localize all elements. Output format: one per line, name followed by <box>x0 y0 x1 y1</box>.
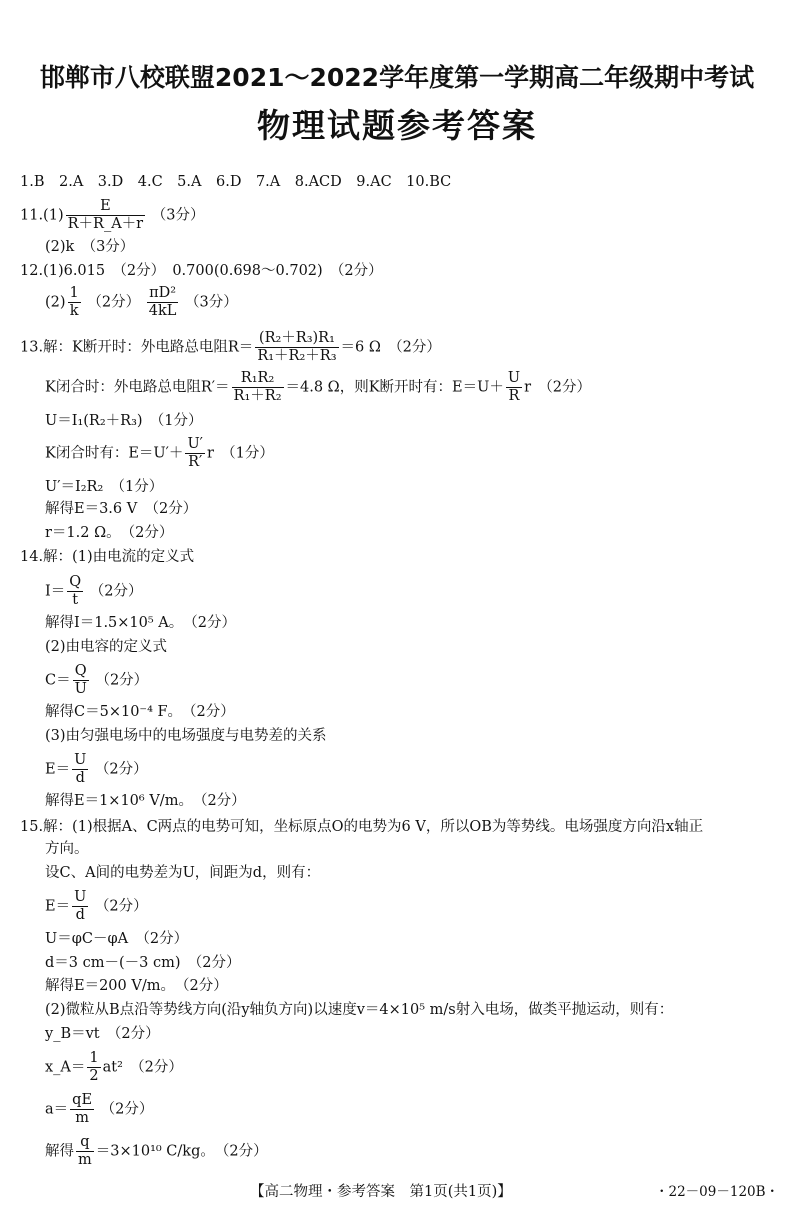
q12-part2 <box>45 285 238 320</box>
fraction <box>506 370 522 405</box>
q15-line9: y_B＝vt （2分） <box>45 1026 160 1042</box>
q13-line6: 解得E＝3.6 V （2分） <box>45 501 198 517</box>
q15-line6: d＝3 cm－(－3 cm) （2分） <box>45 955 241 971</box>
score: （2分） <box>89 583 143 600</box>
text: a＝ <box>45 1101 69 1118</box>
fraction-num: E <box>66 198 146 216</box>
fraction-num: U <box>74 752 87 768</box>
q11-prefix: 11.(1) <box>20 207 64 224</box>
fraction-den: k <box>69 303 79 319</box>
fraction <box>72 752 88 787</box>
fraction-num: (R₂＋R₃)R₁ <box>255 330 338 348</box>
text: K闭合时有：E＝U′＋ <box>45 445 184 462</box>
text: 解得 <box>45 1143 74 1160</box>
text: ＝3×10¹⁰ C/kg。 （2分） <box>95 1143 268 1160</box>
fraction-num: 1 <box>69 285 79 301</box>
fraction-den: R′ <box>188 454 203 470</box>
q13-line3: U＝I₁(R₂＋R₃) （1分） <box>45 413 203 429</box>
fraction <box>255 330 338 365</box>
fraction <box>70 1092 94 1127</box>
score: （2分） <box>94 898 148 915</box>
fraction-den: R＋R_A＋r <box>67 216 144 232</box>
page-footer: 【高二物理・参考答案 第1页(共1页)】 <box>250 1184 512 1200</box>
fraction <box>67 574 83 609</box>
fraction-den: R₁＋R₂＋R₃ <box>257 348 337 364</box>
fraction-num: U <box>507 370 521 386</box>
text: I＝ <box>45 583 66 600</box>
text: C＝ <box>45 672 71 689</box>
fraction <box>73 663 89 698</box>
q15-line11 <box>45 1092 153 1127</box>
fraction-num: πD² <box>147 285 179 303</box>
fraction-den: t <box>72 592 79 608</box>
fraction <box>232 370 284 405</box>
text: ＝6 Ω （2分） <box>340 339 441 356</box>
fraction <box>185 436 205 471</box>
q14-line8 <box>45 752 148 787</box>
fraction-num: Q <box>73 663 89 681</box>
text: r （2分） <box>524 379 591 396</box>
q14-line6: 解得C＝5×10⁻⁴ F。 （2分） <box>45 704 235 720</box>
mc-answers: 1.B 2.A 3.D 4.C 5.A 6.D 7.A 8.ACD 9.AC 10.BC <box>20 174 452 190</box>
fraction <box>76 1134 94 1169</box>
fraction <box>66 198 146 233</box>
text: E＝ <box>45 761 71 778</box>
q12-part1: 12.(1)6.015 （2分） 0.700(0.698～0.702) （2分） <box>20 263 383 279</box>
text: ＝4.8 Ω，则K断开时有：E＝U＋ <box>285 379 504 396</box>
q15-line7: 解得E＝200 V/m。 （2分） <box>45 978 228 994</box>
q12-2-prefix: (2) <box>45 294 66 311</box>
fraction-den: U <box>74 681 87 697</box>
score: （3分） <box>151 207 205 224</box>
q14-line7: (3)由匀强电场中的电场强度与电势差的关系 <box>45 728 327 744</box>
q15-line1: 15.解：(1)根据A、C两点的电势可知，坐标原点O的电势为6 V，所以OB为等势线。电场强度方向沿x轴正 <box>20 819 704 835</box>
fraction-den: 4kL <box>148 303 177 319</box>
fraction-den: 2 <box>89 1068 99 1084</box>
q13-line1 <box>20 330 441 365</box>
q13-line7: r＝1.2 Ω。 （2分） <box>45 525 174 541</box>
q15-line2: 方向。 <box>45 841 89 857</box>
q15-line10 <box>45 1050 183 1085</box>
fraction-den: m <box>75 1110 89 1126</box>
text: r （1分） <box>206 445 274 462</box>
fraction-den: d <box>75 907 85 923</box>
score: （2分） <box>95 672 149 689</box>
score: （3分） <box>184 294 238 311</box>
text: 13.解：K断开时：外电路总电阻R＝ <box>20 339 254 356</box>
q15-line8: (2)微粒从B点沿等势线方向(沿y轴负方向)以速度v＝4×10⁵ m/s射入电场，做类平抛运动，则有： <box>45 1002 674 1018</box>
fraction-den: d <box>75 770 85 786</box>
fraction-den: R <box>508 388 520 404</box>
q13-line4 <box>45 436 274 471</box>
q14-line2 <box>45 574 142 609</box>
fraction <box>68 285 81 320</box>
q15-line4 <box>45 889 148 924</box>
text: K闭合时：外电路总电阻R′＝ <box>45 379 230 396</box>
fraction <box>87 1050 100 1085</box>
q14-line4: (2)由电容的定义式 <box>45 639 168 655</box>
fraction-num: q <box>76 1134 94 1152</box>
q14-line9: 解得E＝1×10⁶ V/m。 （2分） <box>45 793 246 809</box>
fraction-num: R₁R₂ <box>232 370 284 388</box>
q11-part1 <box>20 198 204 233</box>
score: （2分） <box>94 761 148 778</box>
score: （2分） <box>87 294 141 311</box>
fraction-num: qE <box>72 1092 93 1108</box>
exam-title: 邯郸市八校联盟2021～2022学年度第一学期高二年级期中考试 <box>39 63 755 92</box>
q13-line2 <box>45 370 591 405</box>
q15-line3: 设C、A间的电势差为U，间距为d，则有： <box>45 865 321 881</box>
score: （2分） <box>100 1101 154 1118</box>
q15-line12 <box>45 1134 268 1169</box>
fraction-num: U <box>74 889 87 905</box>
q14-line5 <box>45 663 148 698</box>
text: E＝ <box>45 898 71 915</box>
q13-line5: U′＝I₂R₂ （1分） <box>45 479 164 495</box>
fraction-den: R₁＋R₂ <box>233 388 282 404</box>
doc-code: ・22－09－120B・ <box>655 1184 780 1200</box>
fraction-num: U′ <box>187 436 203 452</box>
answer-key-title: 物理试题参考答案 <box>257 106 537 145</box>
text: x_A＝ <box>45 1059 86 1076</box>
q14-line3: 解得I＝1.5×10⁵ A。 （2分） <box>45 615 237 631</box>
q14-line1: 14.解：(1)由电流的定义式 <box>20 549 195 565</box>
q11-part2: (2)k （3分） <box>45 239 135 255</box>
fraction <box>72 889 88 924</box>
fraction-num: Q <box>69 574 82 590</box>
q15-line5: U＝φC－φA （2分） <box>45 931 189 947</box>
text: at² （2分） <box>102 1059 183 1076</box>
fraction-den: m <box>78 1152 92 1168</box>
fraction <box>147 285 179 320</box>
fraction-num: 1 <box>89 1050 99 1066</box>
